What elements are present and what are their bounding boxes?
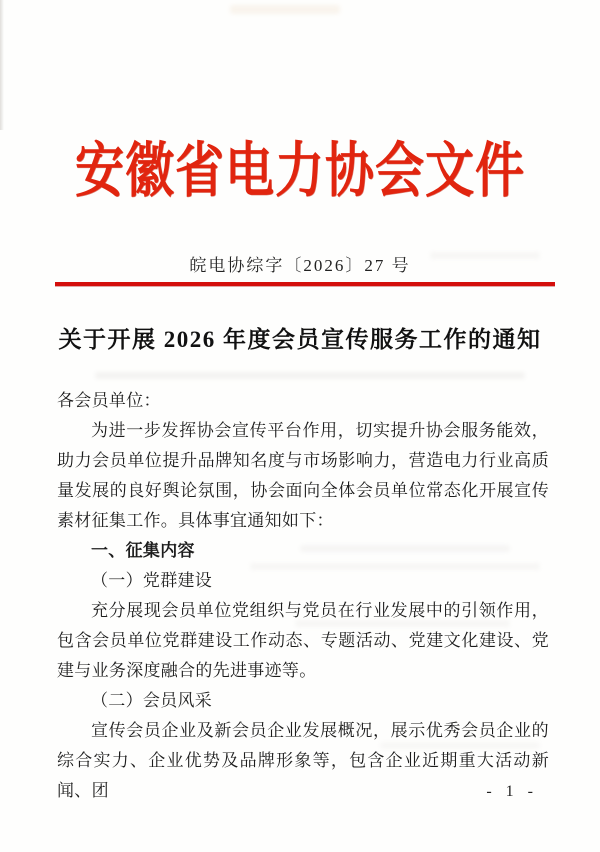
page-number: - 1 - [486, 783, 538, 800]
subsection-2-text: 宣传会员企业及新会员企业发展概况，展示优秀会员企业的综合实力、企业优势及品牌形象等，包含企业近期重大活动新闻、团 [57, 721, 549, 800]
masthead [0, 124, 600, 205]
subsection-1-heading: （一）党群建设 [91, 571, 213, 590]
notice-body [57, 386, 549, 806]
salutation: 各会员单位： [57, 391, 161, 410]
scan-smudge [230, 5, 340, 14]
masthead-title: 安徽省电力协会文件 [74, 137, 525, 205]
subsection-2-heading: （二）会员风采 [91, 691, 213, 710]
document-number: 皖电协综字〔2026〕27 号 [189, 256, 411, 275]
scan-edge-artifact [0, 0, 4, 130]
subsection-1-text: 充分展现会员单位党组织与党员在行业发展中的引领作用，包含会员单位党群建设工作动态、专题活动、党建文化建设、党建与业务深度融合的先进事迹等。 [57, 601, 549, 680]
red-separator-rule [55, 282, 555, 286]
show-through-noise [95, 372, 525, 379]
notice-title: 关于开展 2026 年度会员宣传服务工作的通知 [58, 327, 542, 352]
intro-paragraph: 为进一步发挥协会宣传平台作用，切实提升协会服务能效，助力会员单位提升品牌知名度与市场影响力，营造电力行业高质量发展的良好舆论氛围，协会面向全体会员单位常态化开展宣传素材征集工作。具体事宜通知如下： [57, 421, 549, 530]
section-1-heading: 一、征集内容 [91, 541, 195, 560]
